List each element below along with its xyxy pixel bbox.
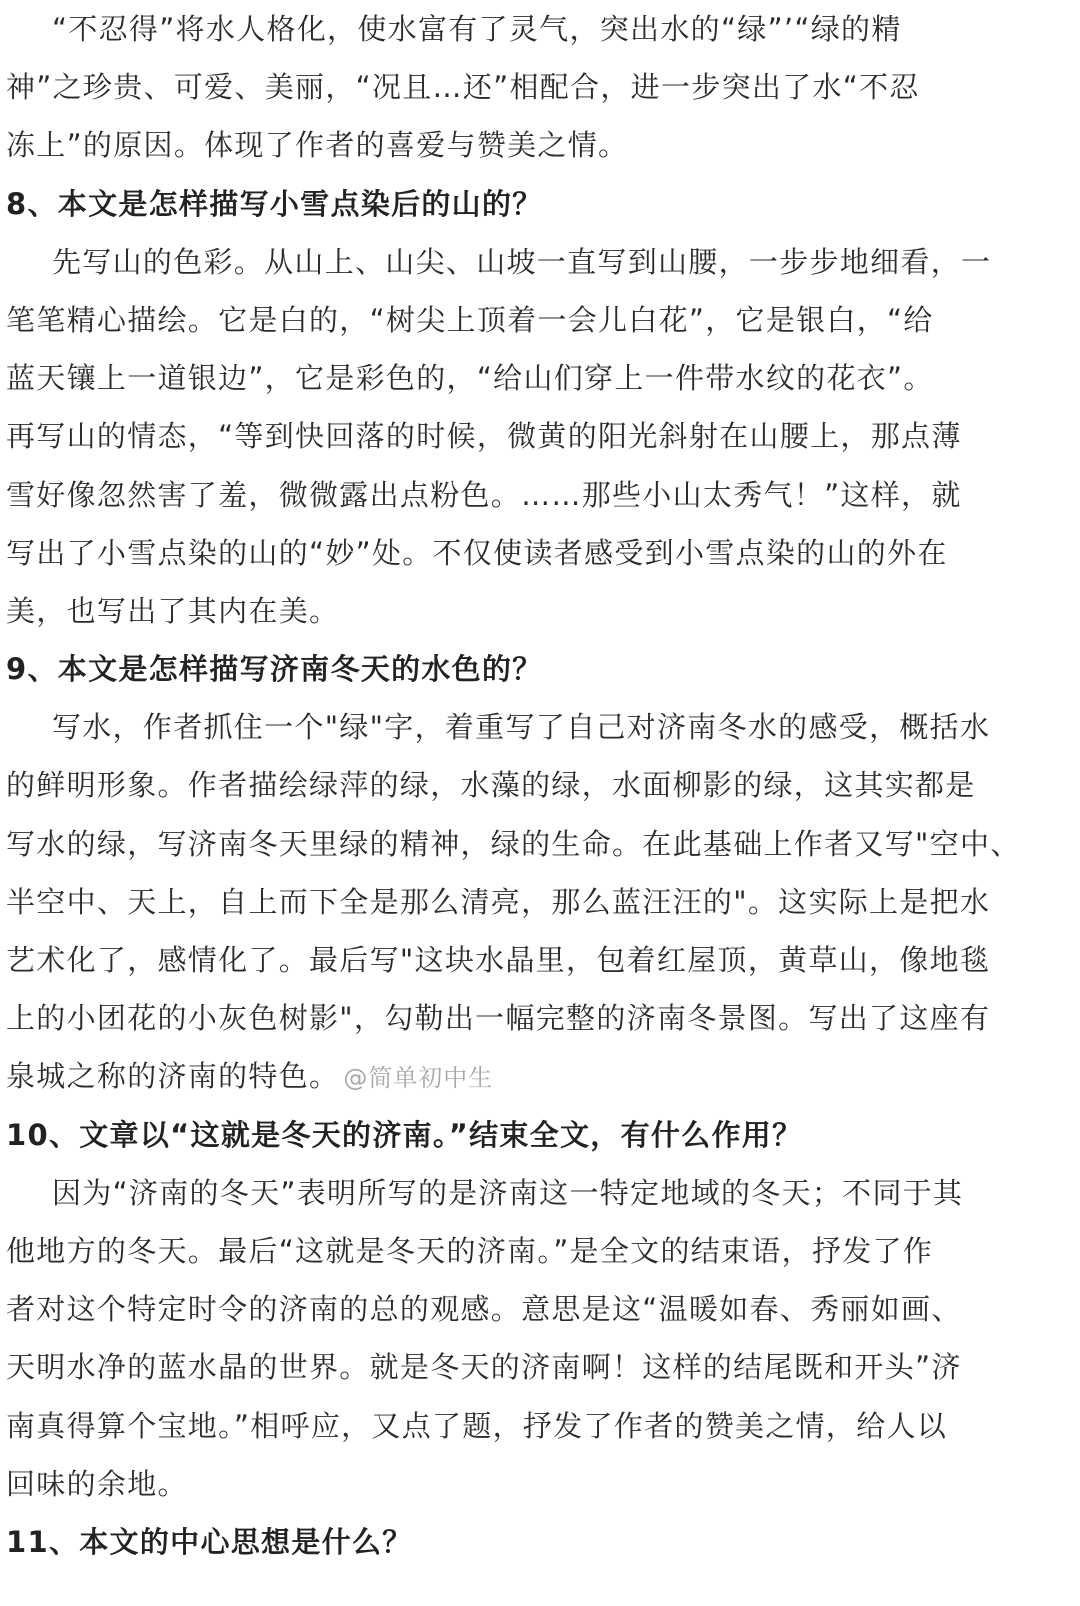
question-heading-11: 11、本文的中心思想是什么？ (6, 1524, 413, 1559)
paragraph-line: 神”之珍贵、可爱、美丽，“况且…还”相配合，进一步突出了水“不忍 (6, 70, 920, 105)
paragraph-line: 艺术化了，感情化了。最后写"这块水晶里，包着红屋顶，黄草山，像地毯 (6, 943, 991, 977)
answer-paragraph-q7 (6, 0, 1076, 175)
paragraph-line-with-watermark (6, 1047, 1076, 1105)
document-body (6, 0, 1076, 1571)
answer-paragraph-q10 (6, 1164, 1076, 1513)
question-heading-9: 9、本文是怎样描写济南冬天的水色的？ (6, 652, 543, 687)
paragraph-line: 半空中、天上，自上而下全是那么清亮，那么蓝汪汪的"。这实际上是把水 (6, 884, 991, 919)
paragraph-line: “不忍得”将水人格化，使水富有了灵气，突出水的“绿”’“绿的精 (52, 12, 902, 46)
paragraph-line: 蓝天镶上一道银边”，它是彩色的，“给山们穿上一件带水纹的花衣”。 (6, 361, 934, 396)
answer-paragraph-q8 (6, 233, 1076, 640)
paragraph-line: 上的小团花的小灰色树影"，勾勒出一幅完整的济南冬景图。写出了这座有 (6, 1001, 991, 1036)
paragraph-line: 写水，作者抓住一个"绿"字，着重写了自己对济南冬水的感受，概括水 (52, 710, 991, 745)
question-heading-8: 8、本文是怎样描写小雪点染后的山的？ (6, 186, 543, 221)
question-heading-10: 10、文章以“这就是冬天的济南。”结束全文，有什么作用？ (6, 1117, 803, 1152)
paragraph-line: 天明水净的蓝水晶的世界。就是冬天的济南啊！这样的结尾既和开头”济 (6, 1350, 962, 1385)
paragraph-line: 笔笔精心描绘。它是白的，“树尖上顶着一会儿白花”，它是银白，“给 (6, 302, 934, 337)
paragraph-line-text: 泉城之称的济南的特色。 (6, 1059, 340, 1094)
paragraph-line: 写水的绿，写济南冬天里绿的精神，绿的生命。在此基础上作者又写"空中、 (6, 826, 1021, 861)
paragraph-line: 雪好像忽然害了羞，微微露出点粉色。……那些小山太秀气！”这样，就 (6, 477, 962, 512)
paragraph-line: 写出了小雪点染的山的“妙”处。不仅使读者感受到小雪点染的山的外在 (6, 535, 948, 570)
answer-paragraph-q9 (6, 698, 1076, 1105)
paragraph-line: 再写山的情态，“等到快回落的时候，微黄的阳光斜射在山腰上，那点薄 (6, 419, 962, 454)
paragraph-line: 他地方的冬天。最后“这就是冬天的济南。”是全文的结束语，抒发了作 (6, 1233, 934, 1268)
paragraph-line: 回味的余地。 (6, 1466, 188, 1501)
watermark-label: @简单初中生 (343, 1064, 494, 1093)
paragraph-line: 冻上”的原因。体现了作者的喜爱与赞美之情。 (6, 128, 629, 163)
paragraph-line: 先写山的色彩。从山上、山尖、山坡一直写到山腰，一步步地细看，一 (52, 244, 992, 279)
paragraph-line: 因为“济南的冬天”表明所写的是济南这一特定地域的冬天；不同于其 (52, 1175, 964, 1210)
paragraph-line: 的鲜明形象。作者描绘绿萍的绿，水藻的绿，水面柳影的绿，这其实都是 (6, 768, 976, 803)
paragraph-line: 南真得算个宝地。”相呼应，又点了题，抒发了作者的赞美之情，给人以 (6, 1408, 948, 1443)
paragraph-line: 美，也写出了其内在美。 (6, 593, 340, 628)
paragraph-line: 者对这个特定时令的济南的总的观感。意思是这“温暖如春、秀丽如画、 (6, 1292, 962, 1327)
